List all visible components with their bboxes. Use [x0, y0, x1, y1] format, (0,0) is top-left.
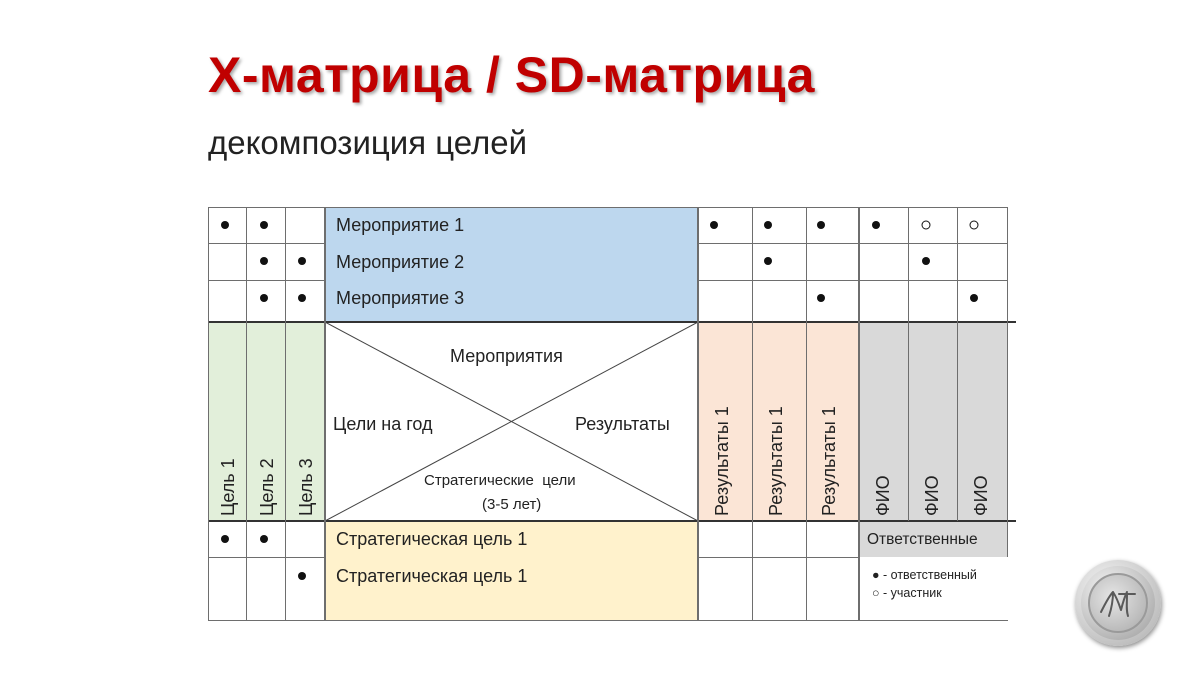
grid-line: [285, 207, 286, 620]
responsible-marker: [260, 535, 268, 543]
owners-header: Ответственные: [867, 531, 978, 548]
responsible-marker: [298, 572, 306, 580]
strategic-goal-label: Стратегическая цель 1: [336, 566, 528, 586]
responsible-marker: [260, 257, 268, 265]
center-label-results: Результаты: [575, 414, 670, 434]
grid-line: [908, 207, 909, 521]
responsible-marker: [221, 221, 229, 229]
grid-line: [1007, 207, 1008, 557]
goal-label: Цель 3: [296, 458, 316, 516]
responsible-marker: [260, 221, 268, 229]
responsible-marker: [221, 535, 229, 543]
owner-label: ФИО: [922, 475, 942, 516]
grid-line: [698, 557, 860, 558]
responsible-marker: [817, 294, 825, 302]
owner-label: ФИО: [971, 475, 991, 516]
participant-marker: [970, 221, 979, 230]
responsible-marker: [764, 221, 772, 229]
participant-marker: [922, 221, 931, 230]
grid-line: [208, 520, 1016, 522]
center-label-goals-year: Цели на год: [333, 414, 433, 434]
grid-line: [208, 280, 325, 281]
grid-line: [806, 207, 807, 620]
legend-responsible: ● - ответственный: [872, 568, 977, 582]
seal-logo: [1075, 560, 1161, 646]
grid-line: [697, 207, 699, 620]
grid-line: [208, 243, 325, 244]
grid-line: [698, 280, 1008, 281]
center-label-period: (3-5 лет): [482, 496, 542, 513]
center-label-strategic: Стратегические цели: [424, 472, 576, 489]
slide-title: X-матрица / SD-матрица: [208, 47, 815, 103]
activity-label: Мероприятие 1: [336, 215, 465, 235]
goal-label: Цель 1: [218, 458, 238, 516]
grid-line: [208, 207, 209, 620]
grid-line: [957, 207, 958, 521]
responsible-marker: [970, 294, 978, 302]
legend-participant: ○ - участник: [872, 586, 942, 600]
grid-line: [208, 321, 1016, 323]
grid-line: [246, 207, 247, 620]
responsible-marker: [710, 221, 718, 229]
responsible-marker: [817, 221, 825, 229]
grid-line: [324, 207, 326, 620]
grid-line: [208, 557, 325, 558]
activity-label: Мероприятие 2: [336, 252, 465, 272]
grid-line: [208, 207, 1008, 208]
responsible-marker: [298, 294, 306, 302]
grid-line: [208, 620, 1008, 621]
monogram-icon: [1095, 582, 1141, 624]
responsible-marker: [764, 257, 772, 265]
owner-label: ФИО: [873, 475, 893, 516]
slide-subtitle: декомпозиция целей: [208, 124, 528, 161]
responsible-marker: [298, 257, 306, 265]
grid-line: [698, 243, 1008, 244]
responsible-marker: [260, 294, 268, 302]
result-label: Результаты 1: [712, 406, 732, 516]
grid-line: [752, 207, 753, 620]
grid-line: [858, 207, 860, 620]
activity-label: Мероприятие 3: [336, 288, 465, 308]
responsible-marker: [922, 257, 930, 265]
strategic-goal-label: Стратегическая цель 1: [336, 529, 528, 549]
goal-label: Цель 2: [257, 458, 277, 516]
responsible-marker: [872, 221, 880, 229]
result-label: Результаты 1: [819, 406, 839, 516]
result-label: Результаты 1: [766, 406, 786, 516]
center-label-activities: Мероприятия: [450, 346, 563, 366]
